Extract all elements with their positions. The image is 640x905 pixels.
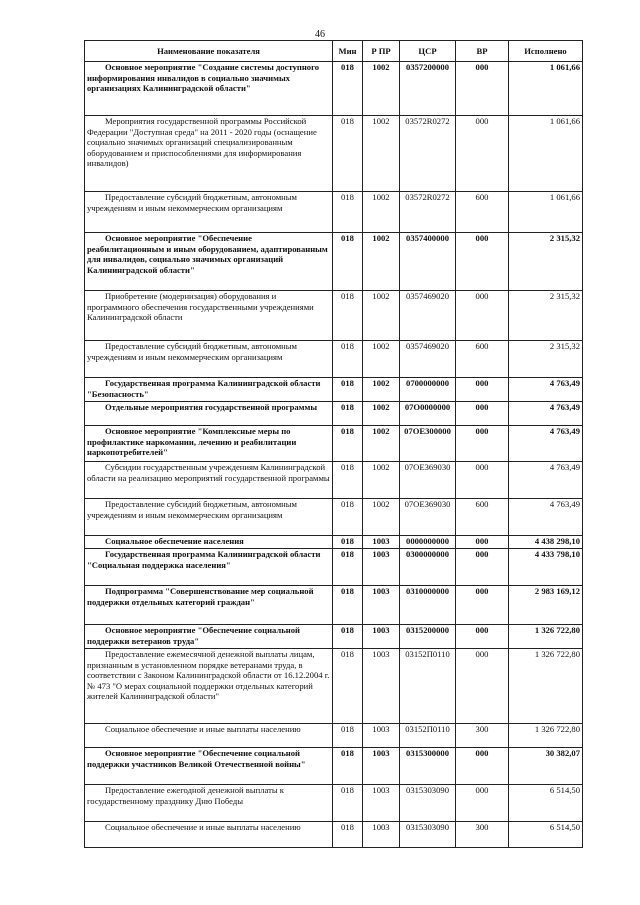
row-name: Основное мероприятие "Создание системы доступного информирования инвалидов в социально значимых организациях Калининградской области" bbox=[87, 62, 320, 94]
row-name: Предоставление ежегодной денежной выплаты к государственному празднику Дню Победы bbox=[87, 785, 284, 806]
row-csr: 07OE300000 bbox=[400, 426, 456, 462]
row-amount: 4 763,49 bbox=[509, 499, 583, 536]
row-rpr: 1002 bbox=[363, 378, 400, 402]
table-row bbox=[85, 192, 583, 233]
row-csr: 07O0000000 bbox=[400, 402, 456, 426]
table-row bbox=[85, 499, 583, 536]
row-rpr: 1003 bbox=[363, 724, 400, 748]
row-csr: 0315303090 bbox=[400, 822, 456, 848]
budget-table bbox=[84, 40, 583, 848]
row-name: Социальное обеспечение и иные выплаты населению bbox=[105, 724, 301, 734]
row-amount: 1 326 722,80 bbox=[509, 724, 583, 748]
row-csr: 07OE369030 bbox=[400, 462, 456, 499]
table-row bbox=[85, 402, 583, 426]
row-vr: 000 bbox=[456, 402, 509, 426]
row-min: 018 bbox=[333, 549, 363, 586]
row-amount: 6 514,50 bbox=[509, 785, 583, 822]
table-row bbox=[85, 116, 583, 192]
row-vr: 000 bbox=[456, 426, 509, 462]
row-vr: 000 bbox=[456, 549, 509, 586]
row-amount: 2 315,32 bbox=[509, 233, 583, 291]
row-amount: 4 438 298,10 bbox=[509, 536, 583, 549]
row-csr: 0300000000 bbox=[400, 549, 456, 586]
row-vr: 000 bbox=[456, 536, 509, 549]
row-rpr: 1003 bbox=[363, 536, 400, 549]
row-name: Основное мероприятие "Комплексные меры по профилактике наркомании, лечению и реабилитации наркопотребителей" bbox=[87, 426, 297, 458]
table-row bbox=[85, 291, 583, 341]
row-vr: 000 bbox=[456, 291, 509, 341]
row-min: 018 bbox=[333, 233, 363, 291]
row-csr: 03152П0110 bbox=[400, 724, 456, 748]
row-amount: 30 382,07 bbox=[509, 748, 583, 785]
row-amount: 2 315,32 bbox=[509, 291, 583, 341]
row-min: 018 bbox=[333, 341, 363, 378]
row-vr: 600 bbox=[456, 341, 509, 378]
row-min: 018 bbox=[333, 724, 363, 748]
row-rpr: 1003 bbox=[363, 822, 400, 848]
row-amount: 6 514,50 bbox=[509, 822, 583, 848]
row-amount: 1 061,66 bbox=[509, 192, 583, 233]
row-min: 018 bbox=[333, 62, 363, 116]
header-rpr: Р ПР bbox=[363, 41, 400, 62]
row-rpr: 1003 bbox=[363, 748, 400, 785]
row-amount: 4 763,49 bbox=[509, 378, 583, 402]
row-vr: 000 bbox=[456, 116, 509, 192]
table-row bbox=[85, 649, 583, 724]
row-name: Подпрограмма "Совершенствование мер социальной поддержки отдельных категорий граждан" bbox=[87, 586, 314, 607]
row-name: Предоставление субсидий бюджетным, автономным учреждениям и иным некоммерческим организациям bbox=[87, 341, 297, 362]
row-rpr: 1002 bbox=[363, 62, 400, 116]
row-csr: 0357469020 bbox=[400, 341, 456, 378]
row-amount: 4 763,49 bbox=[509, 462, 583, 499]
row-vr: 000 bbox=[456, 649, 509, 724]
row-rpr: 1002 bbox=[363, 192, 400, 233]
row-rpr: 1002 bbox=[363, 116, 400, 192]
table-row bbox=[85, 62, 583, 116]
table-row bbox=[85, 586, 583, 625]
row-name: Субсидии государственным учреждениям Калининградской области на реализацию мероприятий государственной программы bbox=[87, 462, 330, 483]
row-csr: 03572R0272 bbox=[400, 116, 456, 192]
row-csr: 0357469020 bbox=[400, 291, 456, 341]
row-name: Основное мероприятие "Обеспечение социальной поддержки ветеранов труда" bbox=[87, 625, 300, 646]
row-name: Предоставление субсидий бюджетным, автономным учреждениям и иным некоммерческим организациям bbox=[87, 499, 297, 520]
table-row bbox=[85, 785, 583, 822]
row-vr: 000 bbox=[456, 785, 509, 822]
row-rpr: 1003 bbox=[363, 586, 400, 625]
table-header-row bbox=[85, 41, 583, 62]
row-min: 018 bbox=[333, 462, 363, 499]
row-name: Отдельные мероприятия государственной программы bbox=[105, 402, 318, 412]
row-name: Мероприятия государственной программы Российской Федерации "Доступная среда" на 2011 - 2020 годы (оснащение социально значимых организаций специализированным оборудованием и приспособлениями для информирования инвалидов) bbox=[87, 116, 317, 169]
table-row bbox=[85, 378, 583, 402]
row-min: 018 bbox=[333, 822, 363, 848]
row-csr: 03572R0272 bbox=[400, 192, 456, 233]
row-vr: 600 bbox=[456, 499, 509, 536]
table-row bbox=[85, 724, 583, 748]
row-rpr: 1002 bbox=[363, 233, 400, 291]
row-name: Предоставление субсидий бюджетным, автономным учреждениям и иным некоммерческим организациям bbox=[87, 192, 297, 213]
row-min: 018 bbox=[333, 785, 363, 822]
row-vr: 000 bbox=[456, 586, 509, 625]
row-min: 018 bbox=[333, 291, 363, 341]
row-name: Основное мероприятие "Обеспечение социальной поддержки участников Великой Отечественной войны" bbox=[87, 748, 306, 769]
row-min: 018 bbox=[333, 499, 363, 536]
row-rpr: 1002 bbox=[363, 499, 400, 536]
row-min: 018 bbox=[333, 192, 363, 233]
row-min: 018 bbox=[333, 116, 363, 192]
row-name: Социальное обеспечение и иные выплаты населению bbox=[105, 822, 301, 832]
table-row bbox=[85, 822, 583, 848]
table-row bbox=[85, 549, 583, 586]
row-name: Основное мероприятие "Обеспечение реабилитационным и иным оборудованием, адаптированным для инвалидов, социально значимых организаций Калининградской области" bbox=[87, 233, 328, 275]
row-rpr: 1003 bbox=[363, 785, 400, 822]
row-rpr: 1002 bbox=[363, 462, 400, 499]
row-rpr: 1003 bbox=[363, 625, 400, 649]
header-name: Наименование показателя bbox=[85, 41, 333, 62]
row-vr: 000 bbox=[456, 233, 509, 291]
row-amount: 1 326 722,80 bbox=[509, 625, 583, 649]
row-amount: 4 763,49 bbox=[509, 426, 583, 462]
header-csr: ЦСР bbox=[400, 41, 456, 62]
row-vr: 000 bbox=[456, 62, 509, 116]
row-vr: 600 bbox=[456, 192, 509, 233]
row-min: 018 bbox=[333, 748, 363, 785]
row-vr: 000 bbox=[456, 378, 509, 402]
row-rpr: 1002 bbox=[363, 402, 400, 426]
table-row bbox=[85, 233, 583, 291]
row-rpr: 1002 bbox=[363, 291, 400, 341]
row-csr: 0357200000 bbox=[400, 62, 456, 116]
row-csr: 0310000000 bbox=[400, 586, 456, 625]
row-vr: 000 bbox=[456, 625, 509, 649]
row-csr: 07OE369030 bbox=[400, 499, 456, 536]
header-amount: Исполнено bbox=[509, 41, 583, 62]
row-vr: 300 bbox=[456, 724, 509, 748]
row-csr: 0700000000 bbox=[400, 378, 456, 402]
row-min: 018 bbox=[333, 378, 363, 402]
header-vr: ВР bbox=[456, 41, 509, 62]
row-name: Государственная программа Калининградской области "Социальная поддержка населения" bbox=[87, 549, 321, 570]
row-rpr: 1003 bbox=[363, 649, 400, 724]
row-min: 018 bbox=[333, 402, 363, 426]
table-row bbox=[85, 536, 583, 549]
row-name: Приобретение (модернизация) оборудования и программного обеспечения государственными учреждениями Калининградской области bbox=[87, 291, 314, 323]
row-min: 018 bbox=[333, 586, 363, 625]
row-csr: 0315300000 bbox=[400, 748, 456, 785]
row-amount: 2 315,32 bbox=[509, 341, 583, 378]
row-name: Государственная программа Калининградской области "Безопасность" bbox=[87, 378, 321, 399]
row-min: 018 bbox=[333, 625, 363, 649]
table-row bbox=[85, 341, 583, 378]
row-name: Предоставление ежемесячной денежной выплаты лицам, признанным в установленном порядке ветеранами труда, в соответствии с Законом Калининградской области от 16.12.2004 г. № 473 "О мерах социальной поддержки отдельных категорий жителей Калининградской области" bbox=[87, 649, 330, 702]
row-amount: 2 983 169,12 bbox=[509, 586, 583, 625]
table-row bbox=[85, 748, 583, 785]
header-min: Мин bbox=[333, 41, 363, 62]
row-min: 018 bbox=[333, 649, 363, 724]
row-vr: 000 bbox=[456, 462, 509, 499]
row-amount: 1 326 722,80 bbox=[509, 649, 583, 724]
row-amount: 1 061,66 bbox=[509, 62, 583, 116]
row-amount: 4 433 798,10 bbox=[509, 549, 583, 586]
row-csr: 0000000000 bbox=[400, 536, 456, 549]
row-rpr: 1003 bbox=[363, 549, 400, 586]
row-min: 018 bbox=[333, 536, 363, 549]
row-amount: 4 763,49 bbox=[509, 402, 583, 426]
row-min: 018 bbox=[333, 426, 363, 462]
row-csr: 03152П0110 bbox=[400, 649, 456, 724]
table-row bbox=[85, 426, 583, 462]
row-csr: 0315200000 bbox=[400, 625, 456, 649]
row-csr: 0315303090 bbox=[400, 785, 456, 822]
row-vr: 300 bbox=[456, 822, 509, 848]
row-rpr: 1002 bbox=[363, 341, 400, 378]
row-amount: 1 061,66 bbox=[509, 116, 583, 192]
page-number: 46 bbox=[315, 29, 325, 40]
table-row bbox=[85, 625, 583, 649]
row-csr: 0357400000 bbox=[400, 233, 456, 291]
row-vr: 000 bbox=[456, 748, 509, 785]
table-row bbox=[85, 462, 583, 499]
row-name: Социальное обеспечение населения bbox=[105, 536, 244, 546]
row-rpr: 1002 bbox=[363, 426, 400, 462]
